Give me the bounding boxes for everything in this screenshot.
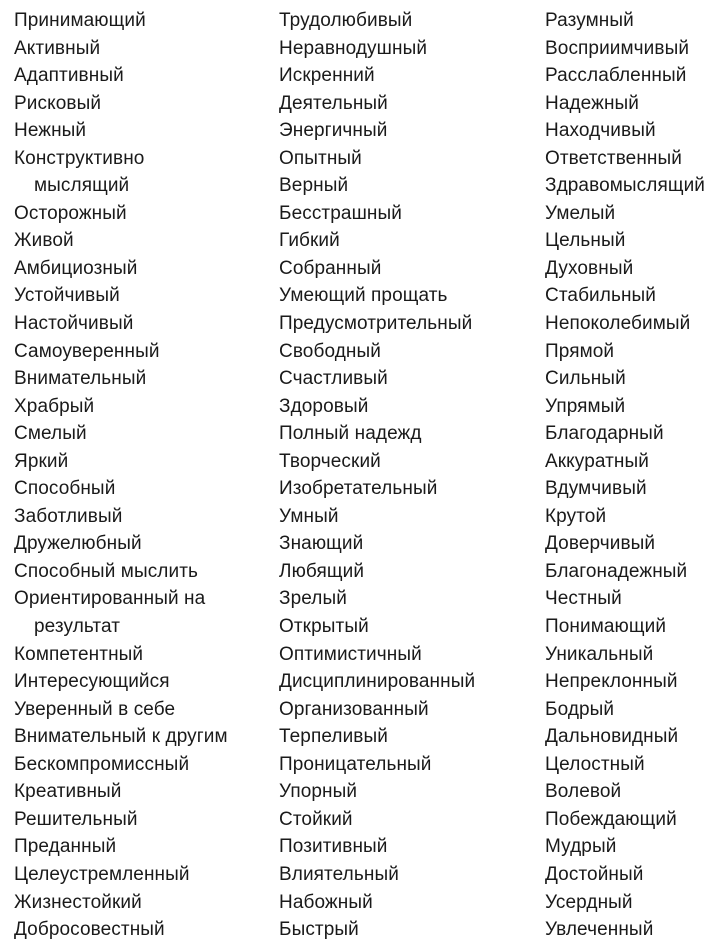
adjective-item: Зрелый (279, 588, 347, 610)
adjective-item: результат (34, 616, 121, 638)
adjective-item: Терпеливый (279, 726, 388, 748)
adjective-item: Упорный (279, 781, 358, 803)
adjective-item: Способный (14, 478, 116, 500)
adjective-item: Смелый (14, 423, 87, 445)
adjective-item: Вдумчивый (545, 478, 647, 500)
adjective-item: Трудолюбивый (279, 10, 413, 31)
adjective-item: Искренний (279, 65, 375, 87)
adjective-item: Умеющий прощать (279, 285, 448, 307)
adjective-item: Добросовестный (14, 919, 165, 941)
adjective-item: Энергичный (279, 120, 388, 142)
adjective-item: Свободный (279, 340, 381, 362)
adjective-item: Дисциплинированный (279, 671, 476, 693)
adjective-item: Заботливый (14, 505, 123, 527)
adjective-item: Бесстрашный (279, 202, 402, 224)
adjective-item: Оптимистичный (279, 643, 422, 665)
adjective-item: Ориентированный на (14, 588, 206, 610)
adjective-item: Проницательный (279, 753, 432, 775)
adjective-item: Творческий (279, 450, 381, 472)
adjective-item: Увлеченный (545, 919, 654, 941)
adjective-item: Любящий (279, 560, 365, 582)
adjective-item: Стабильный (545, 285, 657, 307)
adjective-item: Уверенный в себе (14, 698, 176, 720)
adjective-item: Здравомыслящий (545, 175, 705, 197)
adjective-item: Волевой (545, 781, 622, 803)
adjective-item: Компетентный (14, 643, 144, 665)
adjective-item: Внимательный к другим (14, 726, 228, 748)
adjective-item: Разумный (545, 10, 634, 31)
adjective-item: Принимающий (14, 10, 146, 31)
adjective-item: Рисковый (14, 92, 102, 114)
adjective-item: Верный (279, 175, 349, 197)
adjective-item: Здоровый (279, 395, 369, 417)
adjective-item: Счастливый (279, 368, 388, 390)
adjective-item: Бодрый (545, 698, 615, 720)
adjective-item: Достойный (545, 863, 644, 885)
adjective-item: Организованный (279, 698, 429, 720)
adjective-item: Неравнодушный (279, 37, 428, 59)
adjective-item: Уникальный (545, 643, 654, 665)
adjective-item: Набожный (279, 891, 373, 913)
adjective-item: Открытый (279, 616, 369, 638)
adjective-item: Настойчивый (14, 313, 134, 335)
adjective-item: Предусмотрительный (279, 313, 473, 335)
adjective-item: Понимающий (545, 616, 667, 638)
adjective-item: Знающий (279, 533, 364, 555)
adjective-item: Деятельный (279, 92, 388, 114)
adjective-item: Храбрый (14, 395, 95, 417)
adjective-item: Изобретательный (279, 478, 438, 500)
adjective-item: Влиятельный (279, 863, 399, 885)
adjective-item: Умный (279, 505, 339, 527)
adjective-item: Дальновидный (545, 726, 679, 748)
adjective-item: Активный (14, 37, 101, 59)
adjective-item: Способный мыслить (14, 560, 198, 582)
adjective-item: Непреклонный (545, 671, 678, 693)
adjective-item: Устойчивый (14, 285, 120, 307)
adjective-item: Собранный (279, 257, 382, 279)
adjective-item: Усердный (545, 891, 633, 913)
adjective-item: Креативный (14, 781, 122, 803)
adjective-item: Мудрый (545, 836, 617, 858)
adjective-item: Позитивный (279, 836, 388, 858)
adjective-item: Интересующийся (14, 671, 170, 693)
adjective-item: Аккуратный (545, 450, 649, 472)
adjective-item: Благодарный (545, 423, 664, 445)
adjective-item: мыслящий (34, 175, 130, 197)
adjective-item: Умелый (545, 202, 616, 224)
adjective-item: Побеждающий (545, 808, 677, 830)
adjective-item: Крутой (545, 505, 607, 527)
adjectives-column-3 (545, 7, 705, 944)
adjective-item: Яркий (14, 450, 69, 472)
adjective-item: Находчивый (545, 120, 656, 142)
adjectives-column-2 (279, 7, 475, 944)
adjective-item: Самоуверенный (14, 340, 160, 362)
adjective-item: Полный надежд (279, 423, 422, 445)
adjective-item: Сильный (545, 368, 626, 390)
adjective-item: Быстрый (279, 919, 359, 941)
adjective-item: Опытный (279, 147, 362, 169)
adjective-item: Доверчивый (545, 533, 656, 555)
adjective-item: Преданный (14, 836, 117, 858)
adjective-item: Решительный (14, 808, 138, 830)
adjective-item: Дружелюбный (14, 533, 142, 555)
adjective-item: Целеустремленный (14, 863, 190, 885)
adjective-item: Стойкий (279, 808, 353, 830)
adjective-item: Бескомпромиссный (14, 753, 190, 775)
adjective-item: Осторожный (14, 202, 127, 224)
adjective-item: Цельный (545, 230, 626, 252)
adjective-item: Внимательный (14, 368, 147, 390)
adjective-item: Духовный (545, 257, 634, 279)
adjectives-column-1 (14, 7, 228, 944)
adjective-item: Адаптивный (14, 65, 124, 87)
adjective-item: Благонадежный (545, 560, 688, 582)
adjective-item: Надежный (545, 92, 640, 114)
adjective-item: Прямой (545, 340, 615, 362)
adjective-item: Честный (545, 588, 622, 610)
adjective-item: Упрямый (545, 395, 626, 417)
adjective-item: Амбициозный (14, 257, 138, 279)
adjective-item: Ответственный (545, 147, 682, 169)
adjective-item: Расслабленный (545, 65, 687, 87)
adjective-item: Восприимчивый (545, 37, 690, 59)
adjective-item: Конструктивно (14, 147, 145, 169)
adjective-item: Нежный (14, 120, 87, 142)
adjective-item: Гибкий (279, 230, 340, 252)
adjective-item: Жизнестойкий (14, 891, 142, 913)
adjective-item: Непоколебимый (545, 313, 691, 335)
adjective-item: Живой (14, 230, 74, 252)
adjective-item: Целостный (545, 753, 645, 775)
